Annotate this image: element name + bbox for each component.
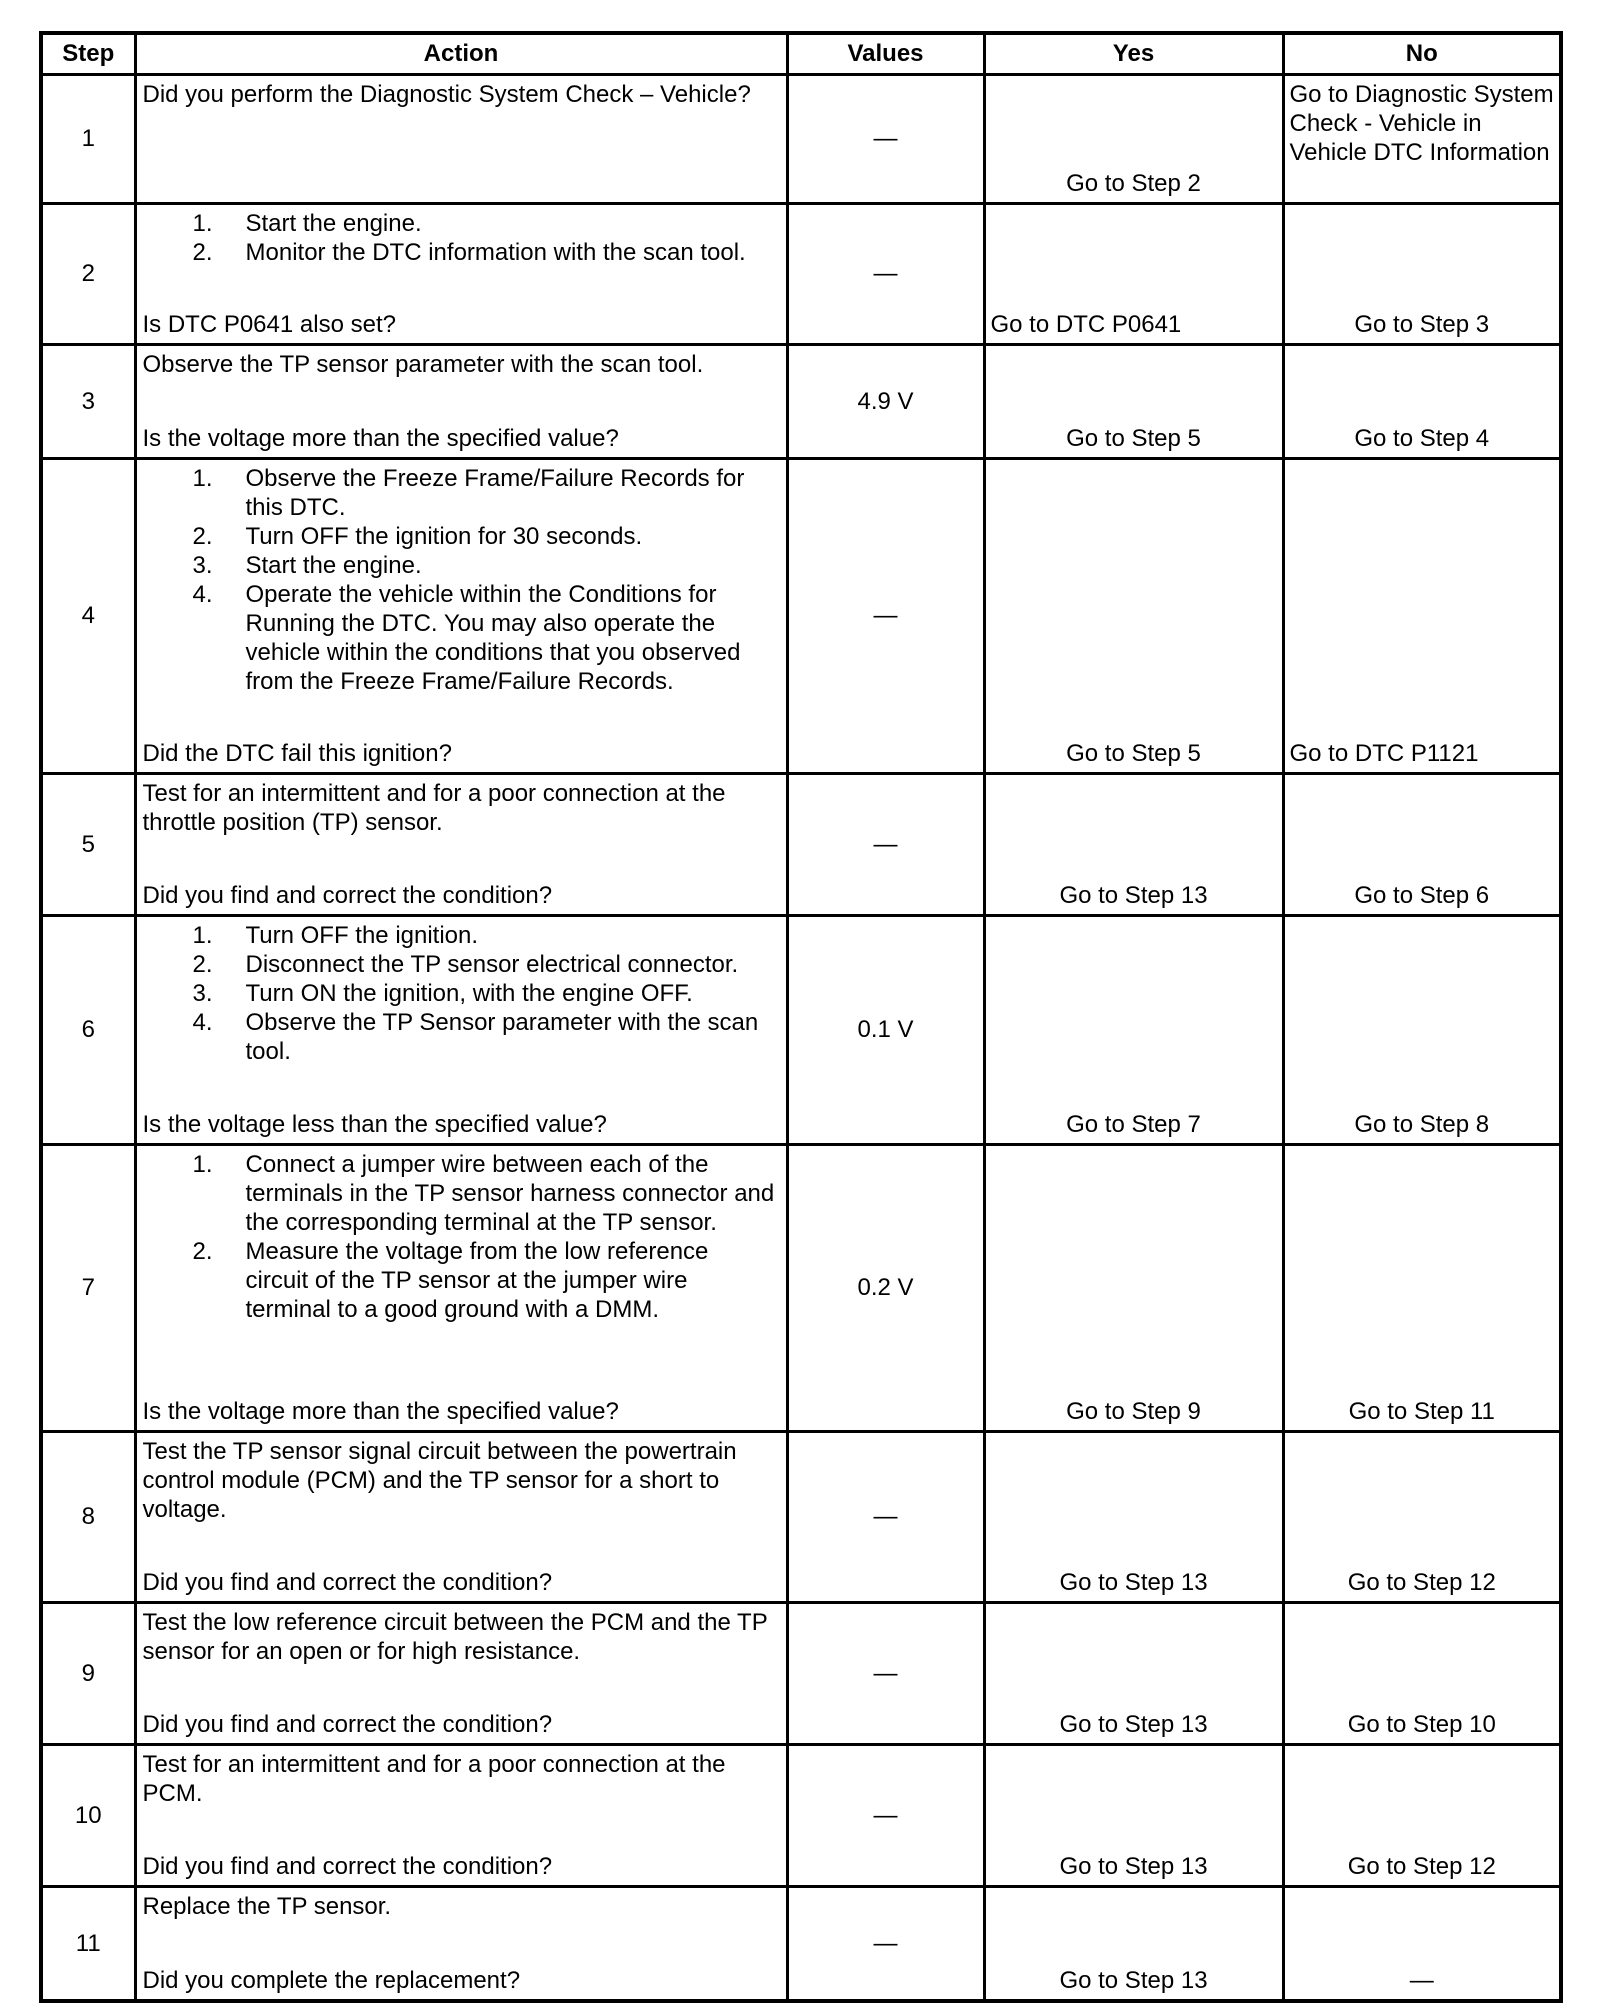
yes-cell xyxy=(984,459,1283,774)
action-content xyxy=(137,1608,786,1743)
yes-cell xyxy=(984,916,1283,1145)
yes-result: Go to Step 2 xyxy=(1066,170,1201,197)
action-text: Replace the TP sensor. xyxy=(142,1893,392,1920)
substep-number: 3. xyxy=(192,980,213,1007)
action-substep xyxy=(143,1237,780,1324)
action-question: Did you find and correct the condition? xyxy=(142,1569,553,1596)
action-substep xyxy=(143,950,780,979)
action-content xyxy=(137,1150,786,1430)
no-cell xyxy=(1283,345,1561,459)
value-cell: 0.1 V xyxy=(787,916,984,1145)
table-row xyxy=(41,1745,1561,1887)
table-row xyxy=(41,75,1561,204)
no-cell xyxy=(1283,774,1561,916)
step-number: 2 xyxy=(41,204,135,345)
value-cell: — xyxy=(787,204,984,345)
header-step: Step xyxy=(41,33,135,75)
action-question: Is the voltage more than the specified value? xyxy=(142,1398,619,1425)
action-substep xyxy=(143,1008,780,1066)
step-number: 6 xyxy=(41,916,135,1145)
substep-number: 3. xyxy=(192,552,213,579)
action-content xyxy=(137,1750,786,1885)
value-cell: — xyxy=(787,1432,984,1603)
no-cell xyxy=(1283,204,1561,345)
step-number: 5 xyxy=(41,774,135,916)
value-cell: 4.9 V xyxy=(787,345,984,459)
yes-result: Go to Step 13 xyxy=(1059,1967,1208,1994)
yes-cell xyxy=(984,1603,1283,1745)
header-values: Values xyxy=(787,33,984,75)
action-cell xyxy=(135,1432,787,1603)
action-text: Test the TP sensor signal circuit between the powertrain control module (PCM) and the TP sensor for a short to voltage. xyxy=(142,1438,737,1523)
action-content xyxy=(137,1437,786,1601)
action-cell xyxy=(135,1603,787,1745)
no-cell xyxy=(1283,1603,1561,1745)
no-cell xyxy=(1283,916,1561,1145)
step-number: 1 xyxy=(41,75,135,204)
substep-text: Disconnect the TP sensor electrical connector. xyxy=(245,951,739,978)
no-cell xyxy=(1283,1432,1561,1603)
step-number: 4 xyxy=(41,459,135,774)
no-result: Go to Diagnostic System Check - Vehicle in Vehicle DTC Information xyxy=(1289,81,1554,166)
action-text: Test the low reference circuit between the PCM and the TP sensor for an open or for high resistance. xyxy=(142,1609,768,1665)
substep-number: 4. xyxy=(192,581,213,608)
action-substep xyxy=(143,551,780,580)
yes-cell xyxy=(984,1432,1283,1603)
action-cell xyxy=(135,916,787,1145)
yes-cell xyxy=(984,345,1283,459)
yes-cell xyxy=(984,1745,1283,1887)
substep-text: Start the engine. xyxy=(245,210,422,237)
yes-result: Go to Step 7 xyxy=(1066,1111,1201,1138)
action-cell xyxy=(135,345,787,459)
step-number: 11 xyxy=(41,1887,135,2002)
value-cell: — xyxy=(787,1887,984,2002)
diagnostic-table xyxy=(39,31,1563,2003)
action-content xyxy=(137,779,786,914)
substep-number: 2. xyxy=(192,1238,213,1265)
substep-number: 2. xyxy=(192,951,213,978)
substep-text: Turn ON the ignition, with the engine OFF. xyxy=(245,980,693,1007)
no-result: Go to DTC P1121 xyxy=(1289,740,1479,767)
action-cell xyxy=(135,459,787,774)
substep-number: 4. xyxy=(192,1009,213,1036)
action-substep xyxy=(143,522,780,551)
no-result: — xyxy=(1409,1967,1434,1994)
yes-result: Go to Step 13 xyxy=(1059,1711,1208,1738)
action-cell xyxy=(135,1145,787,1432)
no-cell xyxy=(1283,459,1561,774)
action-substep xyxy=(143,464,780,522)
no-cell xyxy=(1283,1887,1561,2002)
header-row xyxy=(41,33,1561,75)
value-cell: 0.2 V xyxy=(787,1145,984,1432)
substep-text: Observe the Freeze Frame/Failure Records for this DTC. xyxy=(245,465,745,521)
substep-text: Turn OFF the ignition for 30 seconds. xyxy=(245,523,643,550)
action-text: Observe the TP sensor parameter with the scan tool. xyxy=(142,351,704,378)
substep-number: 1. xyxy=(192,922,213,949)
header-no: No xyxy=(1283,33,1561,75)
yes-result: Go to Step 13 xyxy=(1059,1569,1208,1596)
yes-cell xyxy=(984,774,1283,916)
step-number: 3 xyxy=(41,345,135,459)
table-row xyxy=(41,916,1561,1145)
action-cell xyxy=(135,204,787,345)
table-row xyxy=(41,1432,1561,1603)
action-substep xyxy=(143,979,780,1008)
action-question: Did you find and correct the condition? xyxy=(142,882,553,909)
no-result: Go to Step 8 xyxy=(1354,1111,1490,1138)
substep-number: 1. xyxy=(192,210,213,237)
action-question: Is the voltage more than the specified value? xyxy=(142,425,619,452)
action-substep xyxy=(143,921,780,950)
action-cell xyxy=(135,774,787,916)
action-content xyxy=(137,921,786,1143)
action-substep xyxy=(143,580,780,696)
yes-cell xyxy=(984,1887,1283,2002)
action-substep xyxy=(143,209,780,238)
action-question: Did you complete the replacement? xyxy=(142,1967,521,1994)
action-question: Did you find and correct the condition? xyxy=(142,1853,553,1880)
yes-cell xyxy=(984,75,1283,204)
table-body xyxy=(41,75,1561,2002)
table-row xyxy=(41,459,1561,774)
value-cell: — xyxy=(787,459,984,774)
table-row xyxy=(41,1603,1561,1745)
yes-result: Go to DTC P0641 xyxy=(990,311,1182,338)
yes-cell xyxy=(984,204,1283,345)
substep-text: Monitor the DTC information with the scan tool. xyxy=(245,239,746,266)
no-cell xyxy=(1283,1745,1561,1887)
action-substeps xyxy=(143,209,780,267)
substep-text: Operate the vehicle within the Conditions for Running the DTC. You may also operate the vehicle within the conditions that you observed from the Freeze Frame/Failure Records. xyxy=(245,581,741,695)
substep-number: 2. xyxy=(192,523,213,550)
table-row xyxy=(41,774,1561,916)
table-row xyxy=(41,204,1561,345)
header-yes: Yes xyxy=(984,33,1283,75)
action-cell xyxy=(135,75,787,204)
table-row xyxy=(41,345,1561,459)
substep-text: Start the engine. xyxy=(245,552,422,579)
action-content xyxy=(137,350,786,457)
action-question: Did the DTC fail this ignition? xyxy=(142,740,452,767)
action-substeps xyxy=(143,464,780,696)
no-result: Go to Step 3 xyxy=(1354,311,1490,338)
no-result: Go to Step 12 xyxy=(1347,1569,1496,1596)
action-substep xyxy=(143,238,780,267)
no-result: Go to Step 11 xyxy=(1348,1398,1495,1425)
substep-number: 1. xyxy=(192,1151,213,1178)
yes-cell xyxy=(984,1145,1283,1432)
substep-text: Connect a jumper wire between each of the terminals in the TP sensor harness connector and the corresponding terminal at the TP sensor. xyxy=(245,1151,775,1236)
no-result: Go to Step 10 xyxy=(1347,1711,1496,1738)
step-number: 10 xyxy=(41,1745,135,1887)
no-cell xyxy=(1283,1145,1561,1432)
action-content xyxy=(137,80,786,202)
header-action: Action xyxy=(135,33,787,75)
action-text: Did you perform the Diagnostic System Check – Vehicle? xyxy=(142,81,751,108)
action-question: Did you find and correct the condition? xyxy=(142,1711,553,1738)
value-cell: — xyxy=(787,75,984,204)
no-result: Go to Step 4 xyxy=(1354,425,1490,452)
action-substeps xyxy=(143,1150,780,1324)
step-number: 8 xyxy=(41,1432,135,1603)
action-cell xyxy=(135,1745,787,1887)
action-content xyxy=(137,1892,786,1999)
action-text: Test for an intermittent and for a poor connection at the PCM. xyxy=(142,1751,726,1807)
step-number: 9 xyxy=(41,1603,135,1745)
substep-number: 2. xyxy=(192,239,213,266)
no-cell xyxy=(1283,75,1561,204)
yes-result: Go to Step 13 xyxy=(1059,882,1208,909)
yes-result: Go to Step 5 xyxy=(1066,425,1201,452)
value-cell: — xyxy=(787,1745,984,1887)
action-content xyxy=(137,464,786,772)
table-row xyxy=(41,1145,1561,1432)
yes-result: Go to Step 9 xyxy=(1066,1398,1201,1425)
substep-text: Measure the voltage from the low reference circuit of the TP sensor at the jumper wire terminal to a good ground with a DMM. xyxy=(245,1238,709,1323)
step-number: 7 xyxy=(41,1145,135,1432)
action-text: Test for an intermittent and for a poor connection at the throttle position (TP) sensor. xyxy=(142,780,726,836)
action-substeps xyxy=(143,921,780,1066)
action-content xyxy=(137,209,786,343)
yes-result: Go to Step 13 xyxy=(1059,1853,1208,1880)
table-row xyxy=(41,1887,1561,2002)
substep-text: Turn OFF the ignition. xyxy=(245,922,479,949)
yes-result: Go to Step 5 xyxy=(1066,740,1201,767)
substep-number: 1. xyxy=(192,465,213,492)
action-cell xyxy=(135,1887,787,2002)
action-question: Is the voltage less than the specified value? xyxy=(142,1111,607,1138)
action-substep xyxy=(143,1150,780,1237)
value-cell: — xyxy=(787,774,984,916)
action-question: Is DTC P0641 also set? xyxy=(142,311,396,338)
value-cell: — xyxy=(787,1603,984,1745)
substep-text: Observe the TP Sensor parameter with the scan tool. xyxy=(245,1009,759,1065)
no-result: Go to Step 12 xyxy=(1347,1853,1496,1880)
no-result: Go to Step 6 xyxy=(1354,882,1490,909)
